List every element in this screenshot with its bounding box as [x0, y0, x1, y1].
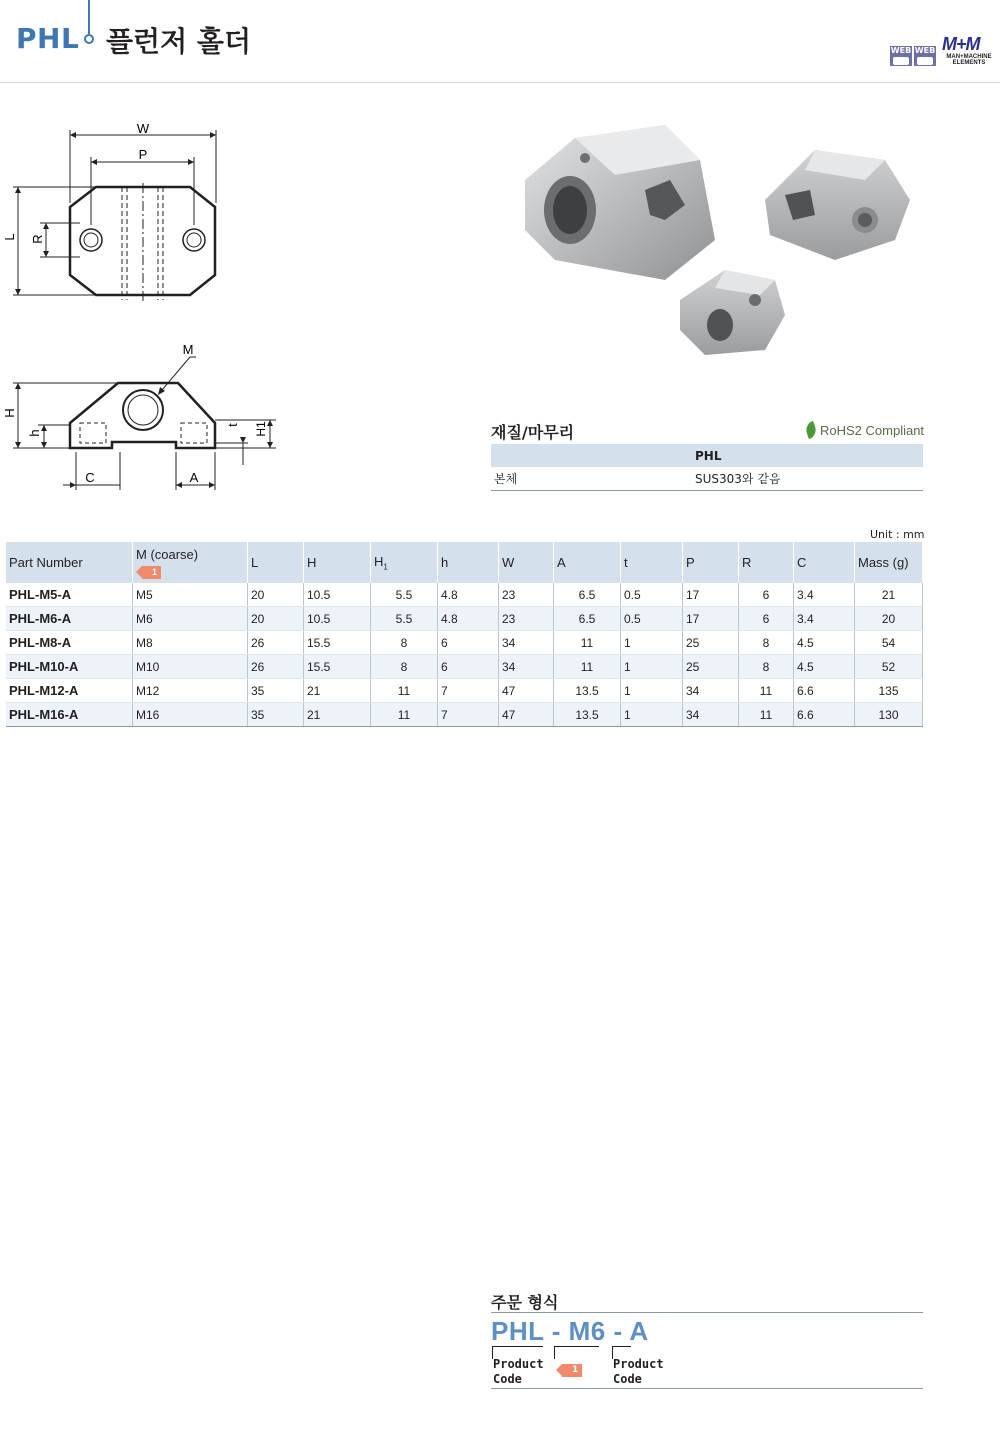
top-view-drawing	[0, 115, 240, 315]
order-rule-bottom	[491, 1388, 923, 1389]
table-cell: 26	[248, 631, 304, 655]
table-cell: 7	[438, 703, 499, 727]
material-table	[491, 444, 923, 491]
material-header-blank	[491, 444, 692, 467]
product-code: PHL	[16, 22, 80, 55]
table-cell: M10	[133, 655, 248, 679]
table-cell: 15.5	[304, 631, 371, 655]
brand-line2: ELEMENTS	[952, 60, 986, 66]
col-h1: $H_1$	[371, 542, 438, 583]
table-cell: 34	[683, 703, 739, 727]
table-cell: 8	[371, 655, 438, 679]
table-cell: 8	[739, 631, 794, 655]
col-mass: Mass (g)	[855, 542, 923, 583]
brand-mark: M+M	[942, 34, 980, 54]
material-row-value: SUS303와 같음	[692, 467, 923, 491]
rohs-label: RoHS2 Compliant	[820, 423, 925, 438]
table-row	[6, 679, 923, 703]
table-cell: 13.5	[554, 679, 621, 703]
rohs-badge	[806, 422, 924, 438]
order-bracket-2	[554, 1346, 599, 1359]
order-label-product-code-2: Product Code	[613, 1357, 664, 1386]
table-cell: 52	[855, 655, 923, 679]
table-cell: 4.8	[438, 607, 499, 631]
table-cell: 8	[371, 631, 438, 655]
table-cell: 11	[554, 631, 621, 655]
table-cell: 4.5	[794, 631, 855, 655]
order-code-example: PHL - M6 - A	[491, 1316, 649, 1346]
web-badge-1[interactable]	[890, 46, 912, 66]
table-cell: 3.4	[794, 583, 855, 607]
col-t: t	[621, 542, 683, 583]
table-cell: 34	[683, 679, 739, 703]
table-cell: 21	[304, 703, 371, 727]
table-cell: M8	[133, 631, 248, 655]
table-cell: 17	[683, 607, 739, 631]
brand-logo	[942, 34, 996, 66]
material-header: PHL	[692, 444, 923, 467]
table-cell: 1	[621, 631, 683, 655]
material-row-label: 본체	[491, 467, 692, 491]
col-p: P	[683, 542, 739, 583]
table-cell: 23	[499, 583, 554, 607]
table-cell: 7	[438, 679, 499, 703]
col-part-number: Part Number	[6, 542, 133, 583]
table-cell: 8	[739, 655, 794, 679]
table-cell: 20	[855, 607, 923, 631]
table-cell: 130	[855, 703, 923, 727]
order-title: 주문 형식	[491, 1293, 559, 1312]
table-cell: M5	[133, 583, 248, 607]
web-badge-label: WEB	[914, 46, 936, 55]
table-row	[6, 703, 923, 727]
dim-label-c: C	[85, 470, 95, 485]
table-cell: 25	[683, 655, 739, 679]
table-cell: PHL-M16-A	[6, 703, 133, 727]
table-cell: M12	[133, 679, 248, 703]
leaf-icon	[804, 421, 819, 439]
header-divider-line	[88, 0, 90, 34]
web-badge-2[interactable]	[914, 46, 936, 66]
table-cell: 21	[855, 583, 923, 607]
col-w: W	[499, 542, 554, 583]
table-cell: 20	[248, 607, 304, 631]
spec-body	[6, 583, 923, 727]
table-cell: PHL-M10-A	[6, 655, 133, 679]
tag-1-icon: 1	[142, 566, 161, 579]
table-cell: 47	[499, 679, 554, 703]
table-cell: 26	[248, 655, 304, 679]
table-cell: 6.5	[554, 583, 621, 607]
header-divider-dot	[84, 34, 94, 44]
table-cell: PHL-M8-A	[6, 631, 133, 655]
table-cell: 1	[621, 679, 683, 703]
col-m	[133, 542, 248, 583]
table-cell: 11	[371, 679, 438, 703]
product-photo	[515, 120, 925, 360]
table-cell: 25	[683, 631, 739, 655]
material-title: 재질/마무리	[491, 423, 575, 442]
order-rule-top	[491, 1312, 923, 1313]
web-badge-label: WEB	[890, 46, 912, 55]
holder-small	[680, 270, 785, 355]
table-cell: M6	[133, 607, 248, 631]
spec-table	[6, 542, 923, 727]
col-a: A	[554, 542, 621, 583]
col-m-label: M (coarse)	[136, 546, 199, 562]
table-cell: 20	[248, 583, 304, 607]
holder-large	[525, 125, 715, 280]
dim-label-h-small: h	[27, 429, 42, 437]
table-cell: 35	[248, 703, 304, 727]
page-title: 플런저 홀더	[106, 25, 251, 58]
col-r: R	[739, 542, 794, 583]
table-cell: 6.6	[794, 679, 855, 703]
dim-label-h: H	[2, 408, 17, 418]
table-row	[6, 607, 923, 631]
dim-label-m: M	[182, 342, 194, 357]
table-cell: 1	[621, 655, 683, 679]
table-cell: 4.5	[794, 655, 855, 679]
dim-label-p: P	[138, 147, 148, 162]
table-cell: 0.5	[621, 607, 683, 631]
table-cell: 6	[739, 583, 794, 607]
table-cell: PHL-M5-A	[6, 583, 133, 607]
table-cell: 6.6	[794, 703, 855, 727]
holder-medium	[765, 150, 910, 260]
col-h-small: h	[438, 542, 499, 583]
table-cell: PHL-M12-A	[6, 679, 133, 703]
table-cell: 6	[438, 655, 499, 679]
table-cell: 34	[499, 631, 554, 655]
table-cell: 5.5	[371, 607, 438, 631]
dim-label-w: W	[136, 121, 150, 136]
table-cell: 35	[248, 679, 304, 703]
dim-label-t: t	[225, 423, 240, 427]
table-cell: 11	[554, 655, 621, 679]
dim-label-a: A	[189, 470, 199, 485]
unit-label: Unit : mm	[870, 528, 925, 541]
spec-header-row	[6, 542, 923, 583]
table-cell: 34	[499, 655, 554, 679]
table-cell: 11	[739, 679, 794, 703]
table-row	[6, 631, 923, 655]
table-cell: 11	[371, 703, 438, 727]
table-cell: 54	[855, 631, 923, 655]
table-cell: 10.5	[304, 583, 371, 607]
table-cell: 21	[304, 679, 371, 703]
dim-label-r: R	[30, 234, 45, 244]
order-tag-1-icon: 1	[562, 1364, 582, 1377]
col-l: L	[248, 542, 304, 583]
table-cell: 4.8	[438, 583, 499, 607]
table-cell: 10.5	[304, 607, 371, 631]
table-cell: M16	[133, 703, 248, 727]
table-cell: 5.5	[371, 583, 438, 607]
col-h: H	[304, 542, 371, 583]
table-cell: 3.4	[794, 607, 855, 631]
order-label-product-code-1: Product Code	[493, 1357, 544, 1386]
brand-line1: MAN+MACHINE	[946, 54, 992, 60]
table-cell: 23	[499, 607, 554, 631]
table-cell: 1	[621, 703, 683, 727]
dim-label-h1: H1	[254, 421, 268, 437]
table-cell: 13.5	[554, 703, 621, 727]
table-cell: 15.5	[304, 655, 371, 679]
table-row	[6, 655, 923, 679]
table-cell: 17	[683, 583, 739, 607]
dim-label-l: L	[2, 233, 17, 241]
table-cell: PHL-M6-A	[6, 607, 133, 631]
table-cell: 135	[855, 679, 923, 703]
front-view-drawing	[0, 340, 290, 500]
table-cell: 6.5	[554, 607, 621, 631]
table-cell: 6	[438, 631, 499, 655]
table-cell: 0.5	[621, 583, 683, 607]
col-c: C	[794, 542, 855, 583]
table-cell: 6	[739, 607, 794, 631]
table-cell: 47	[499, 703, 554, 727]
table-row	[6, 583, 923, 607]
table-cell: 11	[739, 703, 794, 727]
